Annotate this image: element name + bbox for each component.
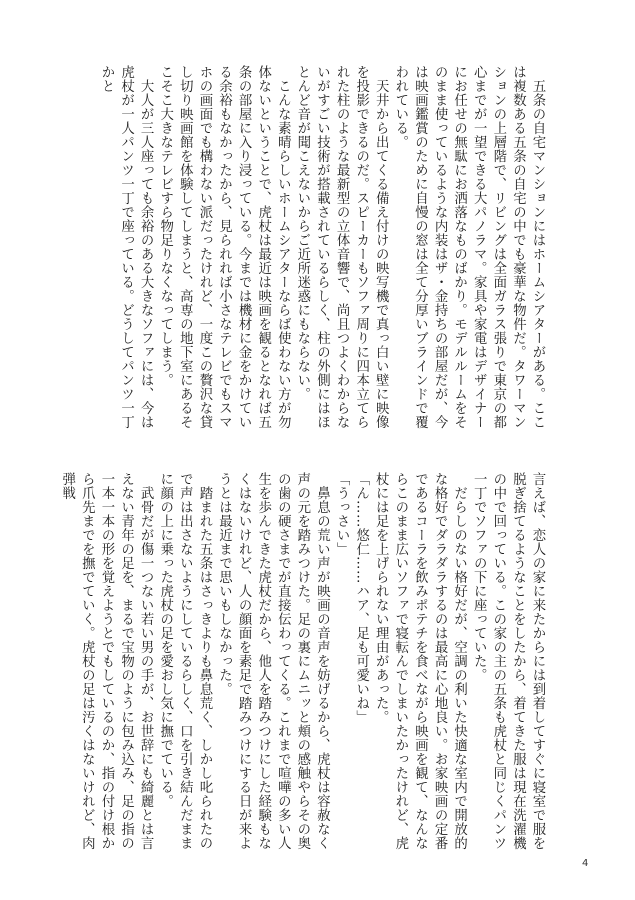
paragraph: 踏まれた五条はさっきよりも鼻息荒く、しかし叱られたので声は出さないようにしているらしく、口を引き結んだままに顔の上に乗った虎杖の足を愛おし気に撫でている。 xyxy=(157,472,212,850)
paragraph: こんな素晴らしいホームシアターならば使わない方が勿体ないということで、虎杖は最近は映画を観るとなれば五条の部屋に入り浸っている。今までは機材に金をかけている余裕もなかったから、見られれば小さなテレビでもスマホの画面でも構わない派だったけれど、一度この贅沢な貸し切り映画館を体験してしまうと、高専の地下室にあるそこそこ大きなテレビすら物足りなくなってしまう。 xyxy=(157,65,291,429)
paragraph: 鼻息の荒い声が映画の音声を妨げるから、虎杖は容赦なく声の元を踏みつけた。足の裏にムニッと頬の感触やらその奥の歯の硬さまでが直接伝わってくる。これまで喧嘩の多い人生を歩んできた虎杖だから、他人を踏みつけにした経験もなくはないけれど、人の顔面を素足で踏みつけにする日が来ようとは最近まで思いもしなかった。 xyxy=(216,472,330,850)
paragraph: 天井から出てくる備え付けの映写機で真っ白い壁に映像を投影できるのだ。スピーカーもソファ周りに四本立てられた柱のような最新型の立体音響で、尚且つよくわからないがすごい技術が搭載されているらしく、柱の外側にはほとんど音が聞こえないからご近所迷惑にもならない。 xyxy=(294,65,389,429)
dialogue-line: 「ん……悠仁……ハア、足も可愛いね」 xyxy=(353,472,369,724)
lower-text-block xyxy=(59,472,547,850)
upper-text-block xyxy=(87,65,547,440)
dialogue-line: 「うっさい」 xyxy=(334,472,350,556)
paragraph: 武骨だが傷一つない若い男の手が、お世辞にも綺麗とは言えない青年の足を、まるで宝物のように包み込み、足の指の一本一本の形を覚えようとでもしているのか、指の付け根から爪先までを撫でていく。虎杖の足は汚くはないけれど、肉弾戦 xyxy=(59,472,154,850)
paragraph: 大人が三人座っても余裕のある大きなソファには、今は虎杖が一人パンツ一丁で座っている。どうしてパンツ一丁かと xyxy=(98,65,154,429)
paragraph: 言えば、恋人の家に来たからには到着してすぐに寝室で服を脱ぎ捨てるようなことをしたから、着てきた服は現在洗濯機の中で回っている。この家の主の五条も虎杖と同じくパンツ一丁でソファの下に座っていた。 xyxy=(471,472,545,850)
paragraph: だらしのない格好だが、空調の利いた快適な室内で開放的な格好でダラダラするのは最高に心地良い。お家映画の定番であるコーラを飲みポテチを食べながら映画を観て、なんならこのまま広いソファで寝転んでしまいたかったけれど、虎杖には足を上げられない理由があった。 xyxy=(373,472,467,850)
page-number: 4 xyxy=(582,858,589,869)
paragraph: 五条の自宅マンションにはホームシアターがある。ここは複数ある五条の自宅の中でも豪華な物件だ。タワーマンションの上層階で、リビングは全面ガラス張りで東京の都心までが一望できる大パノラマ。家具や家電はデザイナーにお任せの無駄にお洒落なものばかり。モデルルームをそのまま使っているような内装はザ・金持ちの部屋だが、今は映画鑑賞のために自慢の窓は全て分厚いブラインドで覆われている。 xyxy=(392,65,545,429)
